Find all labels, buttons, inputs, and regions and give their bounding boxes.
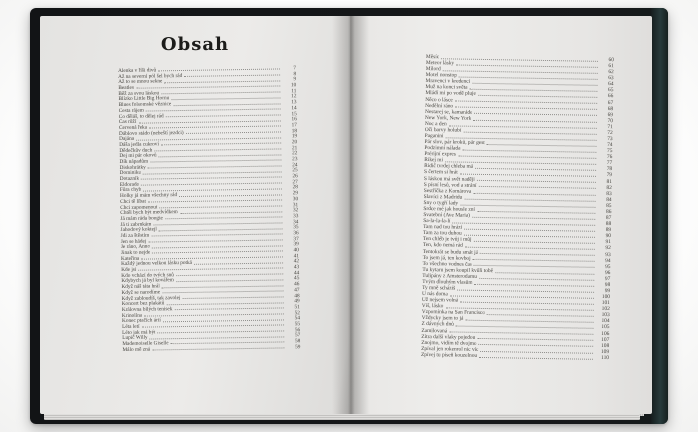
toc-entry-title: U nás doma — [421, 291, 448, 298]
toc-entry-title: Ša-la-la-la-lí — [423, 218, 451, 225]
toc-entry-page: 65 — [607, 87, 614, 94]
toc-entry-page: 96 — [604, 269, 611, 276]
toc-entry-title: Vzpomínka na San Francisco — [421, 309, 486, 317]
toc-entry-page: 23 — [292, 156, 298, 163]
toc-entry-title: Nedělní ráno — [425, 102, 454, 110]
toc-entry-page: 92 — [605, 245, 611, 252]
toc-entry-page: 19 — [291, 133, 298, 140]
toc-entry-page: 57 — [294, 332, 301, 339]
toc-entry-title: To jsem já, ten kovboj — [422, 254, 471, 262]
toc-entry-title: Vždycky jsem to já — [421, 315, 464, 323]
toc-entry-page: 85 — [606, 202, 612, 209]
toc-entry-page: 39 — [293, 241, 299, 248]
toc-entry-title: Alenka v říši divů — [118, 67, 157, 74]
toc-entry-page: 105 — [601, 324, 610, 331]
toc-entry-page: 54 — [294, 315, 301, 322]
toc-entry-title: Když náš táta hrál — [121, 283, 160, 290]
toc-entry-title: Dědečkův duch — [119, 147, 153, 154]
toc-entry-title: Mravenci v kredenci — [425, 78, 471, 86]
dot-leader — [152, 344, 284, 350]
toc-entry-page: 10 — [290, 82, 297, 89]
toc-entry-title: Mademoiselle Giselle — [122, 340, 169, 347]
toc-entry-title: Měsíc — [425, 54, 440, 61]
toc-entry-title: Krinolína — [121, 312, 143, 319]
toc-entry-title: Jahodový koktejl — [120, 226, 157, 233]
book-cover — [30, 8, 668, 424]
toc-entry-page: 30 — [292, 196, 299, 203]
toc-entry-page: 89 — [605, 227, 612, 234]
toc-entry-title: Červená řeka — [118, 124, 148, 131]
toc-entry-title: Nestarej se, kamaráde — [424, 108, 473, 116]
toc-entry-title: Znojmo, vidím tě dvojmo — [421, 339, 477, 347]
toc-entry-page: 64 — [608, 81, 614, 88]
toc-entry-page: 7 — [293, 65, 297, 72]
toc-entry-title: Motel nonstop — [425, 72, 457, 79]
toc-entry-page: 83 — [606, 190, 612, 197]
toc-entry-page: 91 — [605, 239, 611, 246]
toc-entry-page: 45 — [293, 275, 300, 282]
toc-entry-title: Fůra chyb — [119, 187, 142, 194]
toc-entry-title: Ten chléb je tvůj i můj — [422, 236, 472, 244]
toc-entry-title: Tam nad tou hrází — [423, 224, 463, 231]
toc-entry-page: 99 — [604, 287, 611, 295]
toc-entry-page: 43 — [293, 264, 300, 271]
toc-entry-page: 70 — [607, 117, 613, 124]
toc-entry-title: Pár slov, pár kroků, pár gest — [424, 139, 485, 147]
toc-entry-title: Co děláš, to dělej rád — [118, 112, 164, 120]
toc-entry-title: Dotazník — [119, 175, 140, 182]
toc-entry-title: Královna bílých tenisek — [121, 306, 173, 313]
toc-entry-page: 36 — [293, 230, 299, 237]
toc-entry-title: Tentokrát se budu smát já — [422, 248, 479, 256]
toc-entry-page: 73 — [607, 136, 613, 143]
toc-entry-title: Málo mě zná — [122, 346, 151, 353]
toc-entry-page: 9 — [293, 76, 297, 83]
toc-entry-page: 79 — [606, 172, 613, 179]
toc-entry-title: Léto jak má být — [122, 329, 156, 336]
toc-entry-page: 14 — [291, 105, 297, 112]
toc-entry-title: New York, New York — [424, 114, 472, 122]
toc-entry-title: Meteor lásky — [425, 60, 455, 67]
toc-entry-title: Říkej mi — [424, 157, 444, 164]
toc-entry-page: 93 — [605, 251, 611, 258]
toc-entry-title: Kdybych já byl kovářem — [121, 277, 174, 285]
toc-entry-page: 63 — [608, 75, 614, 82]
toc-entry-page: 11 — [291, 87, 297, 95]
toc-entry-page: 62 — [608, 69, 614, 76]
toc-entry-title: To všechno vodnes čas — [422, 260, 473, 268]
toc-entry-page: 101 — [601, 300, 610, 307]
toc-entry-title: Cesta rájem — [118, 107, 144, 114]
toc-entry-title: Ty mně scházíš — [422, 284, 456, 292]
toc-entry-title: Léta letí — [122, 323, 140, 330]
toc-entry-title: Jinak to nejde — [120, 249, 151, 256]
toc-entry-page: 18 — [291, 127, 298, 134]
toc-entry-page: 77 — [606, 160, 613, 167]
toc-entry-page: 87 — [605, 215, 612, 222]
toc-entry-page: 104 — [601, 318, 610, 325]
toc-entry-page: 15 — [291, 110, 297, 117]
toc-entry-title: Sestřička z Komárova — [423, 187, 472, 195]
toc-entry-page: 58 — [294, 338, 301, 345]
toc-entry-title: Víš, lásko — [421, 303, 444, 310]
toc-entry-page: 109 — [600, 348, 610, 355]
toc-entry-page: 98 — [604, 281, 611, 288]
toc-entry-page: 44 — [293, 269, 300, 277]
toc-entry-title: Kateřina — [120, 255, 140, 262]
toc-entry-title: S písní lesů, vod a strání — [423, 181, 477, 189]
toc-entry-page: 34 — [293, 218, 299, 225]
toc-entry-title: Je ráno, Anno — [120, 243, 151, 250]
toc-entry-page: 33 — [293, 213, 299, 220]
toc-entry-title: Chci tě líbat — [120, 198, 147, 205]
toc-entry-title: Něco o lásce — [425, 96, 453, 103]
toc-entry-title: Z dávných dnů — [421, 321, 454, 328]
toc-entry-page: 67 — [607, 99, 614, 106]
toc-entry-title: Eldorado — [119, 181, 140, 188]
toc-entry-page: 16 — [291, 116, 297, 123]
toc-entry-title: Běž za svou láskou — [118, 90, 160, 97]
toc-entry-page: 51 — [294, 304, 300, 311]
toc-entry-page: 17 — [291, 122, 297, 129]
toc-entry-title: Slavíci z Madridu — [423, 193, 463, 201]
toc-entry-page: 110 — [601, 354, 610, 361]
toc-entry-page: 48 — [294, 292, 300, 299]
toc-entry-title: S láskou má svět naději — [423, 175, 475, 183]
toc-entry-title: Ďáblovo stádo (nebeští jezdci) — [118, 129, 184, 137]
toc-entry-title: Jen se hádej — [120, 238, 147, 245]
toc-entry-page: 76 — [606, 154, 613, 161]
toc-entry-page: 100 — [601, 293, 611, 301]
toc-entry-title: Sny o tygří lady — [423, 199, 459, 207]
book-cover-spine-edge — [651, 8, 668, 424]
toc-entry-title: Zítra další vlaky pojedou — [421, 333, 476, 341]
toc-entry-page: 27 — [292, 178, 298, 186]
toc-entry-page: 24 — [292, 161, 298, 168]
toc-entry-page: 106 — [601, 330, 610, 337]
toc-entry-title: Muž na konci světa — [425, 84, 468, 92]
toc-entry-title: Chci zapomenout — [120, 203, 158, 211]
toc-entry-title: Blues folsomské věznice — [118, 101, 172, 108]
toc-entry-title: Prérijní expres — [424, 151, 456, 158]
toc-entry-title: Řidič tvrdej chleba má — [424, 163, 474, 171]
toc-entry-title: Když se narodíme — [121, 289, 161, 296]
toc-entry-title: Zpíval jen rokenrol nic víc — [421, 345, 479, 353]
toc-entry-page: 29 — [292, 190, 299, 197]
toc-entry-page: 95 — [605, 263, 611, 270]
toc-entry-title: Když zabloudíš, tak zavolej — [121, 294, 181, 302]
toc-entry-page: 61 — [608, 63, 614, 70]
toc-entry-title: Milord — [425, 66, 441, 73]
toc-entry-title: Už nejsem volná — [421, 297, 459, 304]
toc-entry-page: 56 — [294, 326, 301, 333]
toc-entry-page: 37 — [293, 235, 299, 242]
toc-entry-title: Oči barvy holubí — [424, 126, 462, 134]
toc-list-right — [421, 54, 614, 361]
toc-entry-page: 74 — [607, 142, 613, 149]
toc-entry-title: Dej mi pár okovů — [119, 152, 157, 159]
toc-entry-page: 32 — [292, 207, 299, 214]
toc-entry-page: 59 — [295, 343, 301, 350]
toc-entry-page: 108 — [601, 342, 610, 349]
toc-entry-title: Kde jsi — [121, 266, 137, 273]
toc-entry-title: Čas růží — [118, 118, 137, 125]
toc-entry-title: Beatles — [118, 84, 134, 91]
toc-page-left — [40, 16, 350, 414]
toc-entry-title: Každý jednou velkou lásku potká — [121, 260, 193, 268]
toc-entry-page: 69 — [607, 111, 614, 118]
toc-entry-page: 82 — [606, 184, 612, 191]
toc-entry-title: Chtěl bych být medvídkem — [120, 209, 178, 216]
toc-entry-title: Dáša jedla cukroví — [119, 141, 159, 148]
dot-leader — [479, 353, 593, 360]
toc-entry-page: 90 — [605, 233, 612, 240]
toc-entry-title: Holky já mám všechny rád — [119, 192, 178, 199]
toc-entry-page: 25 — [292, 167, 298, 174]
toc-entry-page: 40 — [293, 247, 299, 254]
toc-entry-title: Paganini — [424, 133, 444, 140]
toc-entry-title: Tulipány z Amsterodamu — [422, 272, 477, 280]
toc-entry-title: Ten, kdo nemá rád — [422, 242, 463, 250]
toc-entry-page: 72 — [607, 129, 613, 137]
toc-entry-title: Dík nápadům — [119, 158, 149, 165]
toc-entry-page: 86 — [605, 208, 612, 216]
toc-entry-title: Dajána — [119, 136, 135, 142]
toc-entry-title: Svatební (Ave Maria) — [423, 212, 470, 219]
toc-entry-page: 55 — [294, 321, 301, 328]
toc-entry-page: 35 — [293, 224, 299, 231]
toc-entry-page: 26 — [292, 173, 298, 180]
toc-entry-title: Kdo vchází do tvých snů — [121, 271, 174, 279]
toc-entry-page: 49 — [294, 298, 300, 305]
toc-entry-page: 94 — [605, 257, 611, 264]
toc-entry-page: 68 — [607, 105, 614, 112]
toc-entry-title: S čertem si hrát — [423, 169, 458, 177]
toc-entry-page: 8 — [293, 70, 297, 77]
toc-page-right — [350, 16, 652, 414]
toc-title: Obsah — [160, 34, 230, 55]
toc-entry-page: 102 — [601, 306, 610, 313]
toc-list-left — [118, 65, 300, 352]
toc-entry-page: 97 — [604, 275, 611, 282]
toc-entry-title: Zamilovaná — [421, 327, 448, 334]
toc-entry-title: Srdce mé jak housle zní — [423, 205, 475, 213]
toc-entry-page: 47 — [294, 286, 300, 294]
toc-entry-page: 107 — [601, 336, 610, 343]
toc-entry-title: Až to se mnou sekne — [118, 78, 163, 86]
toc-entry-title: Zpívej tu píseň kouzelnou — [420, 351, 478, 359]
toc-entry-title: Blízko Little Big Hornu — [118, 95, 170, 103]
toc-entry-page: 46 — [294, 281, 300, 288]
toc-entry-page: 88 — [605, 221, 612, 228]
toc-entry-page: 81 — [606, 178, 612, 185]
toc-entry-page: 21 — [291, 144, 298, 151]
toc-entry-page: 28 — [292, 184, 298, 191]
toc-entry-title: Mládí mi po vodě pluje — [425, 90, 476, 98]
toc-entry-title: Podzimní nálada — [424, 145, 461, 152]
toc-entry-title: Tam za tou duhou — [422, 230, 462, 237]
toc-entry-page: 66 — [607, 93, 614, 100]
toc-entry-title: Diskohrátky — [119, 164, 146, 171]
toc-entry-title: Já mám ráda boogie — [120, 215, 163, 222]
toc-entry-title: Až na severní pól šel bych rád — [118, 72, 183, 80]
toc-entry-title: Tu kytaru jsem koupil kvůli tobě — [422, 266, 494, 274]
toc-entry-title: Já ti zabrnkám — [120, 221, 152, 228]
toc-entry-title: Noc a den — [424, 120, 447, 128]
toc-entry-page: 12 — [291, 93, 297, 100]
toc-entry-page: 31 — [292, 201, 299, 208]
toc-entry-title: Konec ptačích árií — [121, 317, 161, 324]
toc-entry-page: 22 — [292, 150, 298, 157]
toc-entry-page: 52 — [294, 309, 300, 316]
toc-entry-page: 71 — [607, 123, 613, 130]
toc-entry-page: 75 — [606, 148, 613, 155]
toc-entry-title: Jdi za štěstím — [120, 232, 150, 239]
toc-entry-title: Tvým dlouhým vlasům — [422, 278, 473, 286]
toc-entry-page: 78 — [606, 166, 613, 173]
toc-entry-page: 20 — [291, 139, 298, 146]
toc-entry-title: Dominiku — [119, 170, 142, 177]
toc-entry-page: 42 — [293, 258, 300, 265]
toc-entry-page: 84 — [606, 196, 612, 203]
toc-entry-page: 41 — [293, 252, 300, 259]
toc-entry-page: 103 — [601, 312, 610, 319]
toc-entry-title: Lupič Willy — [122, 334, 148, 341]
toc-entry-page: 60 — [608, 57, 614, 64]
toc-entry-title: Koncert bez plakátů — [121, 300, 165, 307]
toc-entry-page: 13 — [291, 99, 297, 106]
